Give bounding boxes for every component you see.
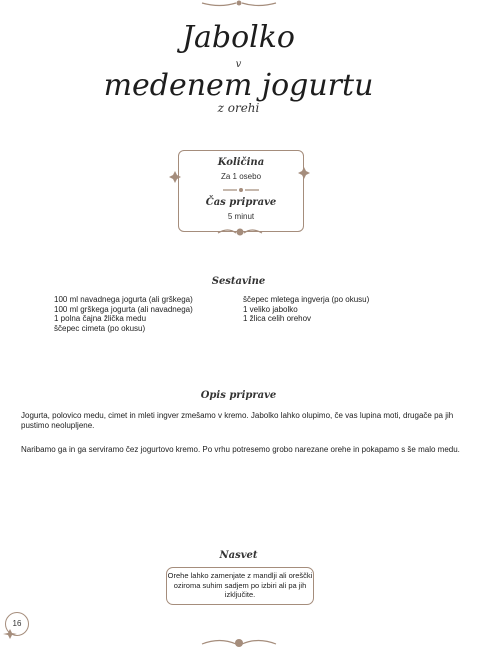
box-bottom-ornament-icon — [216, 225, 264, 239]
recipe-title-line2: medenem jogurtu — [103, 68, 374, 103]
ingredient-item: 100 ml grškega jogurta (ali navadnega) — [54, 304, 193, 314]
page-number: 16 — [5, 612, 29, 636]
top-ornament-icon — [200, 0, 278, 10]
preparation-paragraph: Jogurta, polovico medu, cimet in mleti ingver zmešamo v kremo. Jabolko lahko olupimo, če vas lupina moti, drugače pa jih pustimo neolupljene. — [21, 411, 454, 430]
tip-box: Orehe lahko zamenjate z mandlji ali oreščki oziroma suhim sadjem po izbiri ali pa jih izključite. — [166, 567, 314, 605]
ingredient-item: 1 veliko jabolko — [243, 304, 298, 314]
ingredient-item: ščepec cimeta (po okusu) — [54, 323, 146, 333]
prep-time-value: 5 minut — [227, 212, 255, 221]
recipe-info-box — [178, 150, 304, 232]
prep-time-label: Čas priprave — [205, 197, 277, 208]
left-flourish-icon — [168, 170, 182, 184]
recipe-subtitle: z orehi — [217, 101, 260, 115]
ingredient-item: ščepec mletega ingverja (po okusu) — [243, 295, 370, 304]
right-flourish-icon — [297, 166, 311, 180]
recipe-title-line1: Jabolko — [181, 20, 295, 55]
bottom-ornament-icon — [200, 634, 278, 650]
quantity-value: Za 1 osebo — [220, 172, 262, 181]
page-number-flourish-icon — [2, 628, 18, 640]
ingredient-item: 100 ml navadnega jogurta (ali grškega) — [54, 295, 193, 304]
quantity-label: Količina — [217, 157, 265, 168]
preparation-paragraph: Naribamo ga in ga serviramo čez jogurtovo kremo. Po vrhu potresemo grobo narezane orehe in pokapamo s še malo medu. — [21, 445, 460, 454]
ingredient-item: 1 žlica celih orehov — [243, 314, 312, 324]
ingredients-heading: Sestavine — [211, 276, 266, 287]
ingredients-left-column — [54, 295, 239, 333]
ingredients-right-column — [243, 295, 443, 324]
preparation-heading: Opis priprave — [200, 390, 277, 401]
ingredient-item: 1 polna čajna žlička medu — [54, 314, 147, 324]
divider-ornament-icon — [221, 187, 261, 193]
recipe-title-connector: v — [235, 59, 242, 70]
tip-heading: Nasvet — [219, 550, 258, 561]
